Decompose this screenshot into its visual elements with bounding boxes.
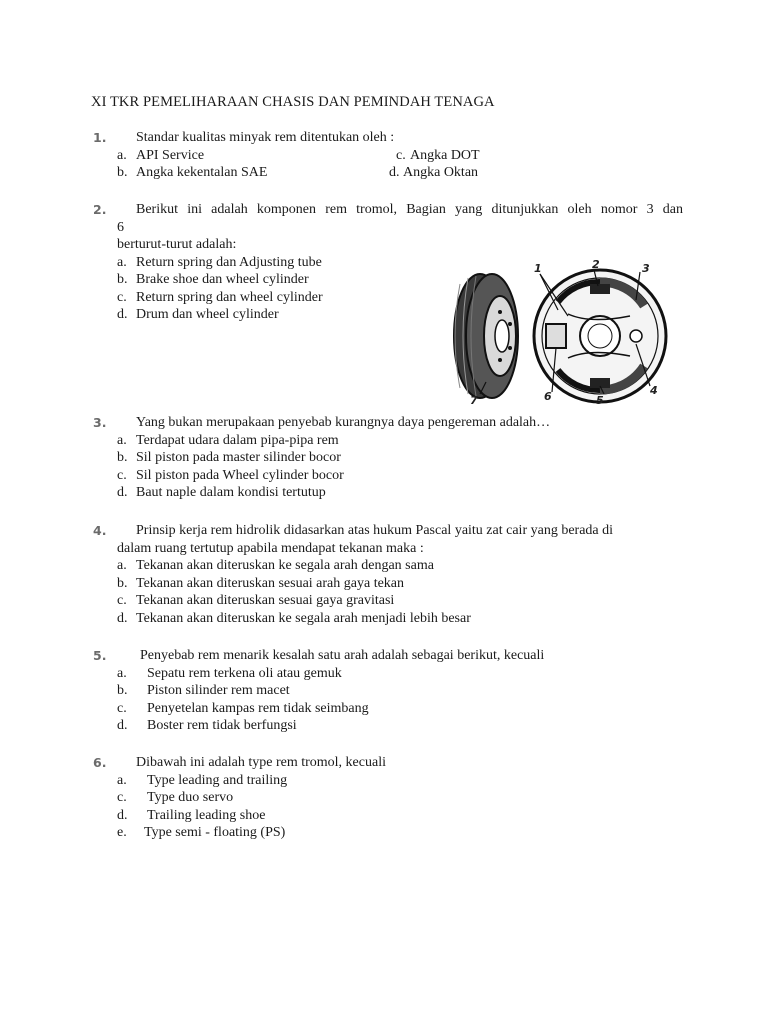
question-number: 1. xyxy=(93,130,107,145)
option-d: d. Tekanan akan diteruskan ke segala arah menjadi lebih besar xyxy=(117,610,471,626)
question-stem: Dibawah ini adalah type rem tromol, kecuali xyxy=(136,755,386,770)
option-a: a. Sepatu rem terkena oli atau gemuk xyxy=(117,665,342,681)
backing-plate-drawing xyxy=(534,270,666,402)
page-title: XI TKR PEMELIHARAAN CHASIS DAN PEMINDAH TENAGA xyxy=(91,94,495,110)
option-e: e. Type semi - floating (PS) xyxy=(117,825,286,840)
option-d: d. Drum dan wheel cylinder xyxy=(117,307,279,322)
question-stem-continued: 6 xyxy=(117,219,124,235)
question-1 xyxy=(93,129,683,182)
question-stem-continued: berturut-turut adalah: xyxy=(117,237,237,252)
question-4 xyxy=(93,522,683,627)
option-a: a. Return spring dan Adjusting tube xyxy=(117,254,322,270)
option-c: c. Sil piston pada Wheel cylinder bocor xyxy=(117,467,344,483)
question-stem: Prinsip kerja rem hidrolik didasarkan atas hukum Pascal yaitu zat cair yang berada di xyxy=(136,523,614,538)
option-a: a. API Service xyxy=(117,147,205,163)
figure-label-1: 1 xyxy=(534,262,542,275)
drum-brake-figure xyxy=(440,254,690,408)
question-stem: Standar kualitas minyak rem ditentukan oleh : xyxy=(136,130,395,145)
question-number: 6. xyxy=(93,755,107,770)
question-number: 2. xyxy=(93,202,107,217)
figure-label-6: 6 xyxy=(544,390,552,403)
question-6 xyxy=(93,754,683,842)
option-row xyxy=(117,147,683,165)
question-number: 3. xyxy=(93,415,107,430)
option-a: a. Type leading and trailing xyxy=(117,772,288,788)
option-a: a. Tekanan akan diteruskan ke segala arah dengan sama xyxy=(117,558,434,573)
figure-label-4: 4 xyxy=(650,384,658,397)
option-b: b. Piston silinder rem macet xyxy=(117,683,290,698)
brake-drum-drawing xyxy=(454,274,518,398)
question-stem-continued: dalam ruang tertutup apabila mendapat tekanan maka : xyxy=(117,540,424,556)
question-3 xyxy=(93,414,683,502)
option-c: c. Type duo servo xyxy=(117,790,234,805)
option-b: b. Angka kekentalan SAE xyxy=(117,165,268,180)
option-b: b. Brake shoe dan wheel cylinder xyxy=(117,272,309,287)
option-c: c. Tekanan akan diteruskan sesuai gaya gravitasi xyxy=(117,593,395,608)
question-stem: Yang bukan merupakaan penyebab kurangnya daya pengereman adalah… xyxy=(136,415,551,430)
option-c: c. Angka DOT xyxy=(396,147,480,163)
option-c: c. Return spring dan wheel cylinder xyxy=(117,289,323,305)
question-stem: Penyebab rem menarik kesalah satu arah adalah sebagai berikut, kecuali xyxy=(140,648,545,663)
figure-label-3: 3 xyxy=(642,262,650,275)
drum-brake-illustration xyxy=(440,254,690,408)
option-c: c. Penyetelan kampas rem tidak seimbang xyxy=(117,700,369,716)
figure-label-2: 2 xyxy=(592,258,600,271)
option-d: d. Trailing leading shoe xyxy=(117,807,266,823)
option-a: a. Terdapat udara dalam pipa-pipa rem xyxy=(117,432,339,448)
figure-label-7: 7 xyxy=(470,394,478,407)
option-b: b. Sil piston pada master silinder bocor xyxy=(117,450,341,465)
question-number: 4. xyxy=(93,523,107,538)
question-number: 5. xyxy=(93,648,107,663)
figure-label-5: 5 xyxy=(596,394,604,407)
question-5 xyxy=(93,647,683,735)
option-d: d. Baut naple dalam kondisi tertutup xyxy=(117,485,326,500)
option-row xyxy=(117,164,683,182)
option-d: d. Angka Oktan xyxy=(389,165,479,180)
option-d: d. Boster rem tidak berfungsi xyxy=(117,718,297,733)
question-stem: Berikut ini adalah komponen rem tromol, Bagian yang ditunjukkan oleh nomor 3 dan xyxy=(136,202,683,217)
option-b: b. Tekanan akan diteruskan sesuai arah gaya tekan xyxy=(117,575,405,591)
